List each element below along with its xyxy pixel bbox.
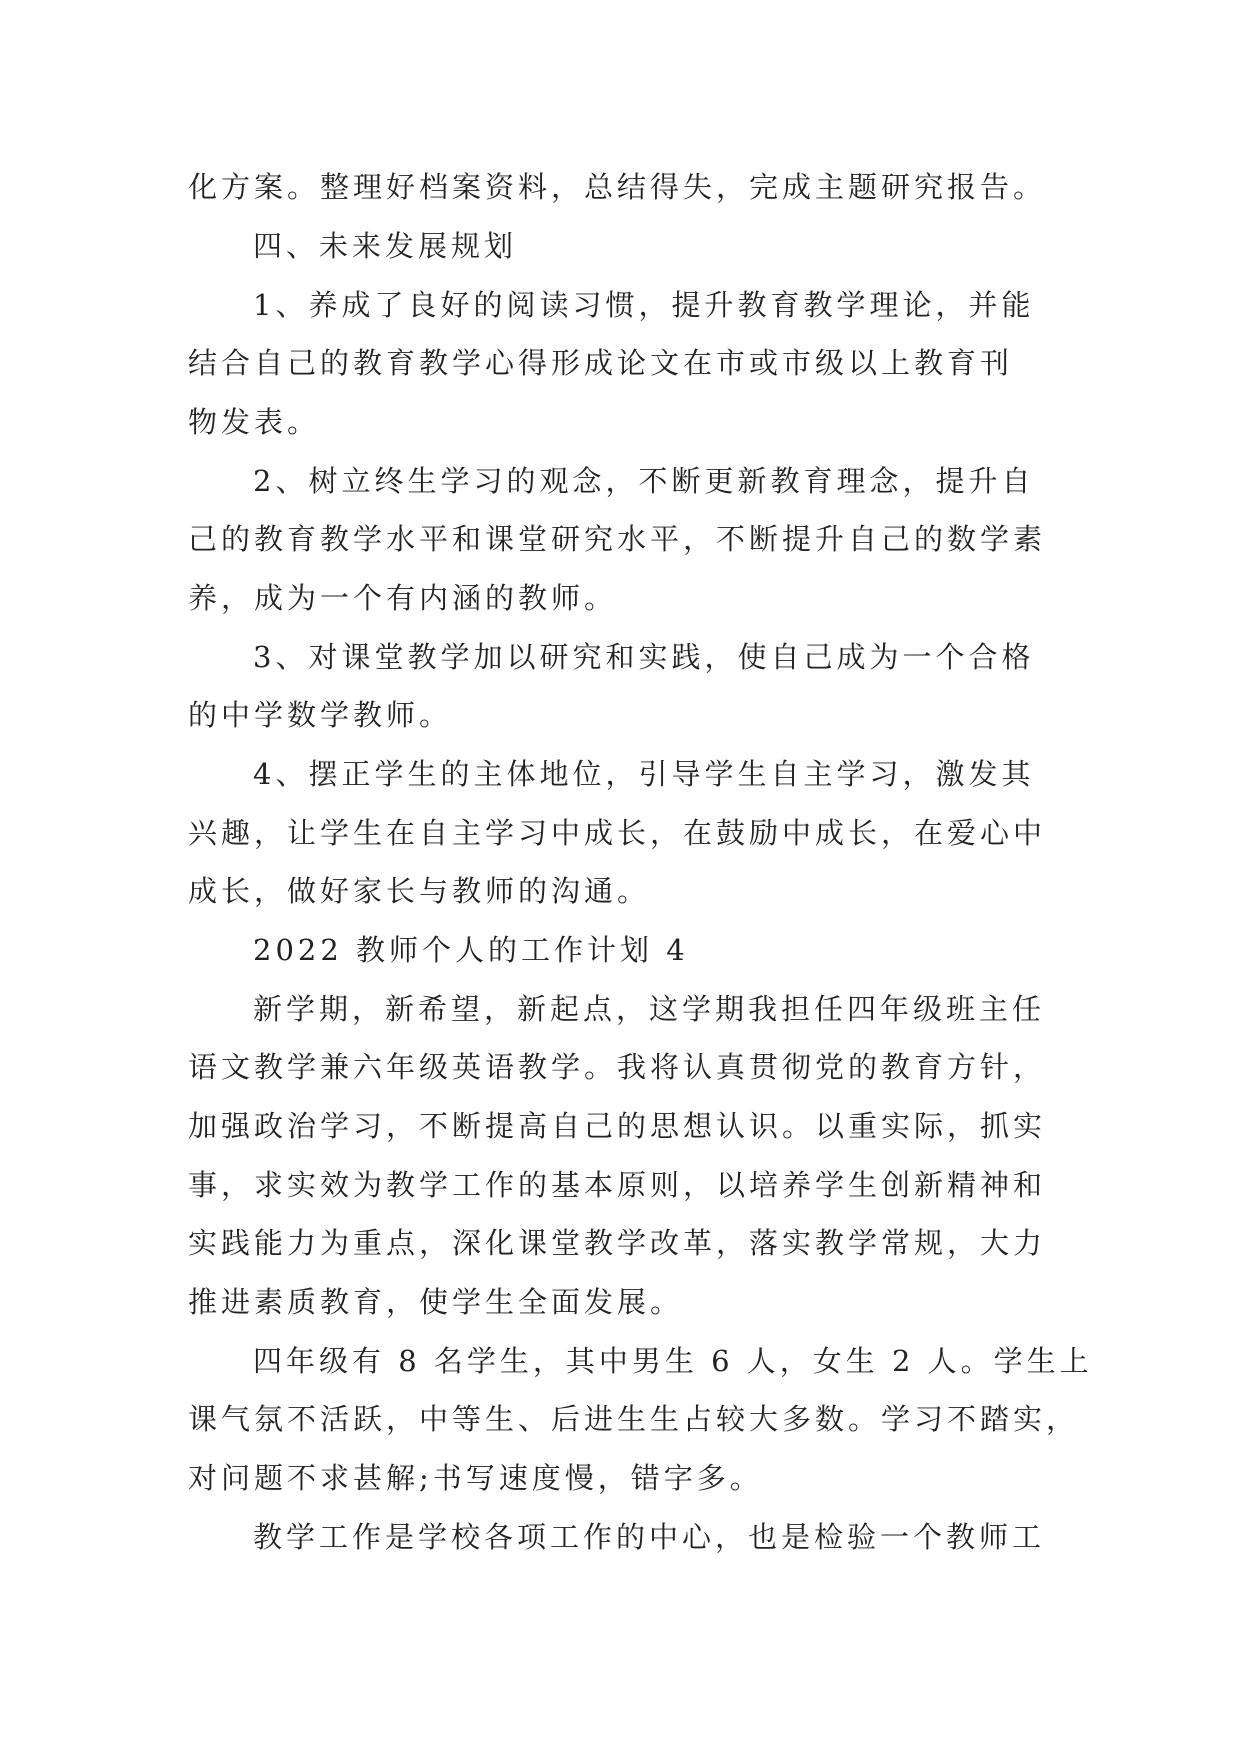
text-line: 新学期，新希望，新起点，这学期我担任四年级班主任 — [253, 992, 1046, 1026]
text-line: 成长，做好家长与教师的沟通。 — [188, 874, 651, 908]
section-heading: 2022 教师个人的工作计划 4 — [253, 933, 689, 967]
text-line: 教学工作是学校各项工作的中心，也是检验一个教师工 — [253, 1520, 1046, 1554]
text-line: 实践能力为重点，深化课堂教学改革，落实教学常规，大力 — [188, 1226, 1047, 1260]
text-line: 1、养成了良好的阅读习惯，提升教育教学理论，并能 — [253, 288, 1035, 322]
text-line: 语文教学兼六年级英语教学。我将认真贯彻党的教育方针， — [188, 1050, 1047, 1084]
text-line: 化方案。整理好档案资料，总结得失，完成主题研究报告。 — [188, 170, 1047, 204]
text-line: 四年级有 8 名学生，其中男生 6 人，女生 2 人。学生上 — [253, 1344, 1093, 1378]
text-line: 加强政治学习，不断提高自己的思想认识。以重实际，抓实 — [188, 1109, 1047, 1143]
section-heading: 四、未来发展规划 — [253, 229, 518, 263]
text-line: 4、摆正学生的主体地位，引导学生自主学习，激发其 — [253, 757, 1035, 791]
text-line: 3、对课堂教学加以研究和实践，使自己成为一个合格 — [253, 640, 1035, 674]
text-line: 2、树立终生学习的观念，不断更新教育理念，提升自 — [253, 464, 1035, 498]
text-line: 推进素质教育，使学生全面发展。 — [188, 1285, 684, 1319]
text-line: 对问题不求甚解;书写速度慢，错字多。 — [188, 1461, 763, 1495]
text-line: 物发表。 — [188, 405, 321, 439]
text-line: 课气氛不活跃，中等生、后进生生占较大多数。学习不踏实， — [188, 1402, 1080, 1436]
text-line: 结合自己的教育教学心得形成论文在市或市级以上教育刊 — [188, 346, 1014, 380]
text-line: 的中学数学教师。 — [188, 698, 453, 732]
text-line: 己的教育教学水平和课堂研究水平，不断提升自己的数学素 — [188, 522, 1047, 556]
text-line: 兴趣，让学生在自主学习中成长，在鼓励中成长，在爱心中 — [188, 816, 1047, 850]
text-line: 养，成为一个有内涵的教师。 — [188, 581, 618, 615]
text-line: 事，求实效为教学工作的基本原则，以培养学生创新精神和 — [188, 1168, 1047, 1202]
